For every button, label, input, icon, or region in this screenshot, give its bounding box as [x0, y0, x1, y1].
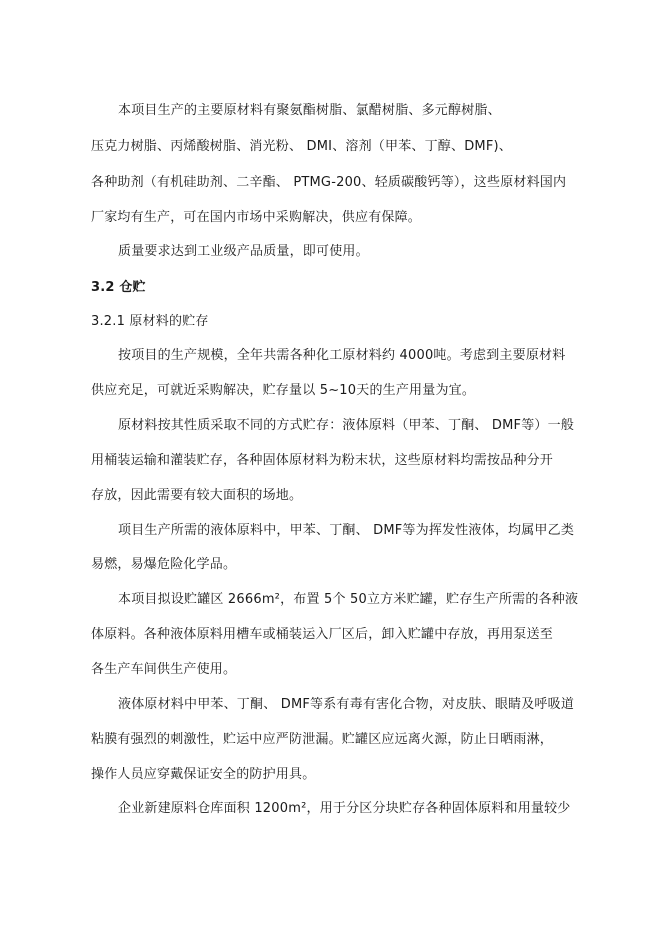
- paragraph-line: 本项目拟设贮罐区 2666m²，布置 5个 50立方米贮罐，贮存生产所需的各种液: [118, 592, 579, 607]
- paragraph-line: 本项目生产的主要原材料有聚氨酯树脂、氯醋树脂、多元醇树脂、: [118, 103, 501, 118]
- paragraph-line: 质量要求达到工业级产品质量，即可使用。: [118, 244, 369, 259]
- paragraph-line: 各种助剂（有机硅助剂、二辛酯、 PTMG-200、轻质碳酸钙等），这些原材料国内: [91, 175, 567, 190]
- paragraph-line: 供应充足，可就近采购解决，贮存量以 5~10天的生产用量为宜。: [91, 383, 476, 398]
- paragraph-line: 存放，因此需要有较大面积的场地。: [91, 488, 303, 503]
- section-heading: 3.2 仓贮: [91, 280, 146, 295]
- paragraph-line: 原材料按其性质采取不同的方式贮存：液体原料（甲苯、丁酮、 DMF等）一般: [118, 418, 575, 433]
- paragraph-line: 项目生产所需的液体原料中，甲苯、丁酮、 DMF等为挥发性液体，均属甲乙类: [118, 523, 575, 538]
- paragraph-line: 操作人员应穿戴保证安全的防护用具。: [91, 767, 316, 782]
- paragraph-line: 粘膜有强烈的刺激性，贮运中应严防泄漏。贮罐区应远离火源，防止日晒雨淋，: [91, 732, 554, 747]
- paragraph-line: 压克力树脂、丙烯酸树脂、消光粉、 DMI、溶剂（甲苯、丁醇、DMF)、: [91, 139, 512, 154]
- paragraph-line: 体原料。各种液体原料用槽车或桶装运入厂区后，卸入贮罐中存放，再用泵送至: [91, 627, 554, 642]
- paragraph-line: 液体原材料中甲苯、丁酮、 DMF等系有毒有害化合物，对皮肤、眼睛及呼吸道: [118, 697, 575, 712]
- paragraph-line: 厂家均有生产，可在国内市场中采购解决，供应有保障。: [91, 210, 422, 225]
- paragraph-line: 易燃，易爆危险化学品。: [91, 557, 237, 572]
- paragraph-line: 用桶装运输和灌装贮存，各种固体原材料为粉末状，这些原材料均需按品种分开: [91, 453, 554, 468]
- subsection-heading: 3.2.1 原材料的贮存: [91, 314, 209, 329]
- paragraph-line: 各生产车间供生产使用。: [91, 662, 237, 677]
- paragraph-line: 按项目的生产规模，全年共需各种化工原材料约 4000吨。考虑到主要原材料: [118, 348, 566, 363]
- paragraph-line: 企业新建原料仓库面积 1200m²，用于分区分块贮存各种固体原料和用量较少: [118, 801, 571, 816]
